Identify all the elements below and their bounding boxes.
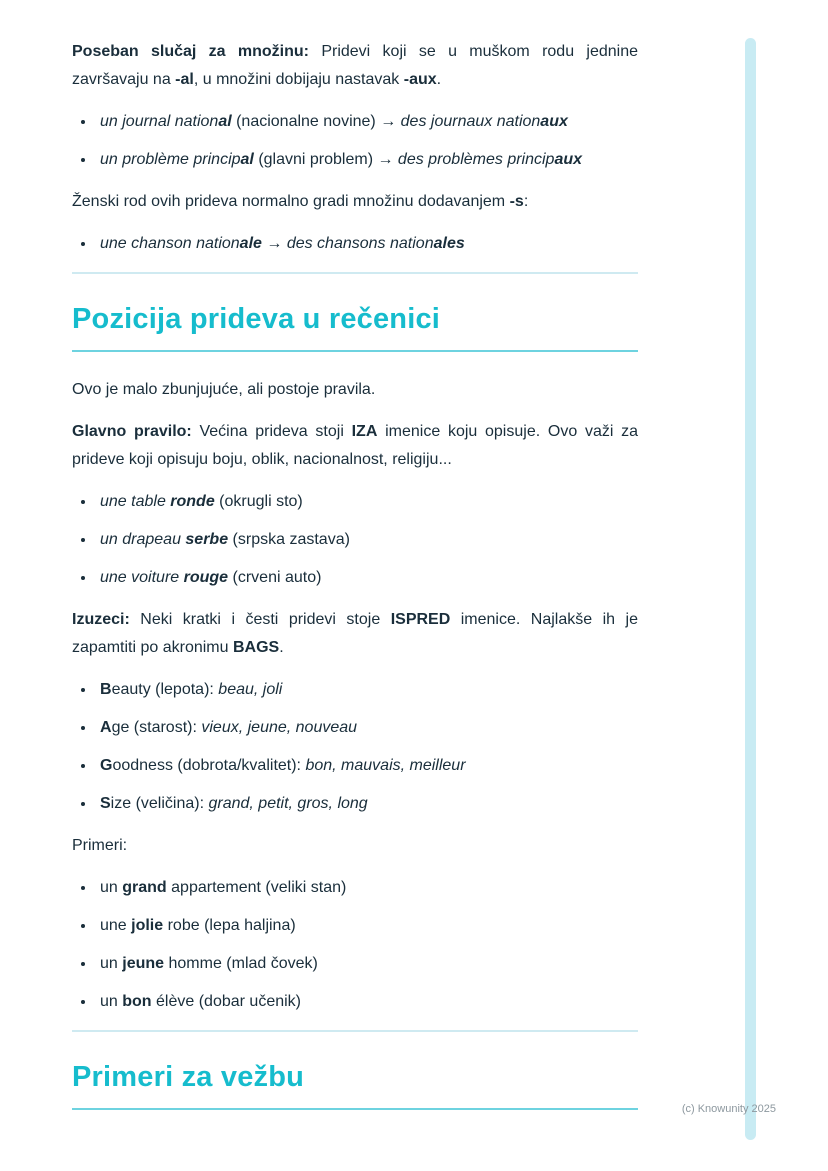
text-segment: un xyxy=(100,955,123,972)
paragraph-feminine-plural-rule xyxy=(72,188,638,216)
section-divider-1 xyxy=(72,272,638,274)
text-segment: un xyxy=(100,993,123,1010)
text-segment: un problème princip xyxy=(100,151,241,168)
paragraph-exceptions-bags xyxy=(72,606,638,662)
text-segment: appartement (veliki stan) xyxy=(166,879,347,896)
text-segment: IZA xyxy=(351,423,378,440)
text-segment: (okrugli sto) xyxy=(214,493,303,510)
text-segment: vieux, jeune, nouveau xyxy=(201,719,358,736)
list-item-chanson-nationale xyxy=(96,230,638,258)
text-segment: ISPRED xyxy=(390,611,451,628)
list-item-jeune-homme xyxy=(96,950,638,978)
text-segment: Poseban slučaj za množinu: xyxy=(72,43,309,60)
list-item-table-ronde xyxy=(96,488,638,516)
document-content xyxy=(72,38,638,1134)
text-segment: al xyxy=(240,151,254,168)
text-segment: , u množini dobijaju nastavak xyxy=(193,71,404,88)
text-segment: une chanson nation xyxy=(100,235,240,252)
paragraph-primeri-label xyxy=(72,832,638,860)
list-item-beauty xyxy=(96,676,638,704)
text-segment: : xyxy=(523,193,529,210)
list-item-voiture-rouge xyxy=(96,564,638,592)
list-item-size xyxy=(96,790,638,818)
text-segment: ize (veličina): xyxy=(110,795,209,812)
text-segment: aux xyxy=(540,113,568,130)
text-segment: grand xyxy=(122,879,167,896)
list-before-noun-examples xyxy=(72,874,638,1016)
text-segment: élève (dobar učenik) xyxy=(151,993,301,1010)
list-item-drapeau-serbe xyxy=(96,526,638,554)
text-segment: homme (mlad čovek) xyxy=(164,955,318,972)
text-segment: eauty (lepota): xyxy=(111,681,219,698)
text-segment: robe (lepa haljina) xyxy=(163,917,296,934)
heading-underline-2 xyxy=(72,1108,638,1110)
text-segment: ronde xyxy=(170,493,215,510)
text-segment: un xyxy=(100,879,123,896)
text-segment: Primeri: xyxy=(72,837,128,854)
text-segment: al xyxy=(218,113,232,130)
text-segment: ale xyxy=(239,235,262,252)
text-segment: ales xyxy=(433,235,465,252)
list-item-journal-national xyxy=(96,108,638,136)
list-al-aux-examples xyxy=(72,108,638,174)
text-segment: grand, petit, gros, long xyxy=(208,795,368,812)
list-item-goodness xyxy=(96,752,638,780)
text-segment: jeune xyxy=(122,955,165,972)
text-segment: une table xyxy=(100,493,171,510)
list-item-probleme-principal xyxy=(96,146,638,174)
text-segment: BAGS xyxy=(232,639,280,656)
paragraph-position-intro xyxy=(72,376,638,404)
copyright-footer: (c) Knowunity 2025 xyxy=(681,1103,776,1115)
text-segment: un drapeau xyxy=(100,531,186,548)
text-segment: imenice. Najlakše ih je zapamtiti po akronimu xyxy=(72,611,639,656)
text-segment: Pridevi koji se u muškom rodu jednine završavaju na xyxy=(72,43,639,88)
text-segment: Izuzeci: xyxy=(72,611,130,628)
text-segment: S xyxy=(100,795,111,812)
text-segment: Glavno pravilo: xyxy=(72,423,192,440)
text-segment: oodness (dobrota/kvalitet): xyxy=(112,757,306,774)
text-segment: aux xyxy=(554,151,583,168)
paragraph-plural-special-case xyxy=(72,38,638,94)
section-heading-practice: Primeri za vežbu xyxy=(72,1061,305,1093)
text-segment: un journal nation xyxy=(100,113,219,130)
text-segment: G xyxy=(100,757,113,774)
text-segment: imenice koju opisuje. Ovo važi za prideve koji opisuju boju, oblik, nacionalnost, religiju... xyxy=(72,423,639,468)
text-segment: des problèmes princip xyxy=(397,151,555,168)
list-item-age xyxy=(96,714,638,742)
paragraph-main-rule xyxy=(72,418,638,474)
text-segment: A xyxy=(100,719,112,736)
text-segment: → xyxy=(261,235,287,252)
text-segment: serbe xyxy=(185,531,229,548)
section-heading-position: Pozicija prideva u rečenici xyxy=(72,303,441,335)
text-segment: Ženski rod ovih prideva normalno gradi množinu dodavanjem xyxy=(72,193,510,210)
text-segment: (srpska zastava) xyxy=(228,531,350,548)
text-segment: ge (starost): xyxy=(111,719,202,736)
heading-underline-1 xyxy=(72,350,638,352)
text-segment: -al xyxy=(175,71,194,88)
text-segment: (nacionalne novine) → xyxy=(231,113,401,130)
text-segment: Većina prideva stoji xyxy=(191,423,352,440)
text-segment: beau, joli xyxy=(218,681,283,698)
list-bags-acronym xyxy=(72,676,638,818)
text-segment: . xyxy=(279,639,284,656)
list-item-jolie-robe xyxy=(96,912,638,940)
text-segment: une xyxy=(100,917,132,934)
text-segment: Neki kratki i česti pridevi stoje xyxy=(129,611,391,628)
text-segment: des chansons nation xyxy=(286,235,434,252)
text-segment: (glavni problem) → xyxy=(253,151,398,168)
list-feminine-example xyxy=(72,230,638,258)
text-segment: -s xyxy=(509,193,524,210)
list-item-grand-appartement xyxy=(96,874,638,902)
list-item-bon-eleve xyxy=(96,988,638,1016)
text-segment: (crveni auto) xyxy=(228,569,322,586)
text-segment: B xyxy=(100,681,112,698)
text-segment: des journaux nation xyxy=(400,113,541,130)
text-segment: bon, mauvais, meilleur xyxy=(305,757,466,774)
section-divider-2 xyxy=(72,1030,638,1032)
list-after-noun-examples xyxy=(72,488,638,592)
right-accent-bar xyxy=(745,38,756,1140)
text-segment: jolie xyxy=(131,917,164,934)
text-segment: Ovo je malo zbunjujuće, ali postoje pravila. xyxy=(72,381,376,398)
text-segment: une voiture xyxy=(100,569,184,586)
text-segment: -aux xyxy=(403,71,437,88)
text-segment: bon xyxy=(122,993,152,1010)
text-segment: . xyxy=(436,71,442,88)
text-segment: rouge xyxy=(183,569,229,586)
